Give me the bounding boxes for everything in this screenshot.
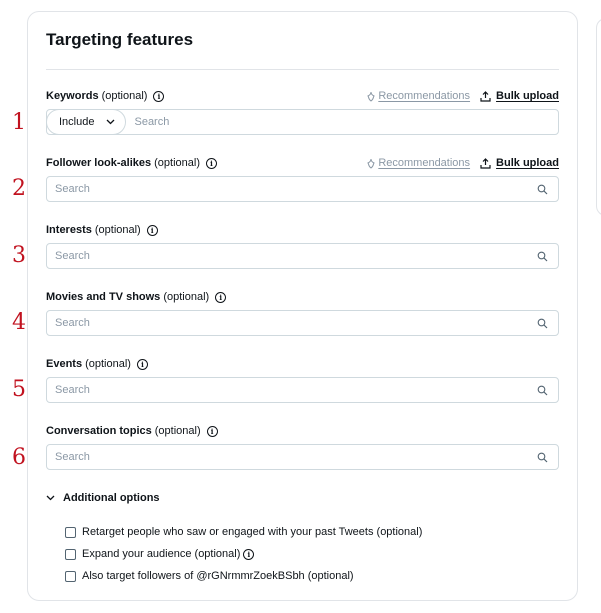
lookalikes-bulk-upload-link[interactable] bbox=[480, 157, 559, 169]
target-followers-checkbox[interactable] bbox=[65, 571, 76, 582]
interests-field bbox=[46, 243, 559, 269]
events-field bbox=[46, 377, 559, 403]
annotation-number-4: 4 bbox=[12, 310, 26, 335]
interests-label-row bbox=[46, 222, 559, 238]
info-icon[interactable]: i bbox=[215, 292, 226, 303]
upload-icon bbox=[480, 91, 491, 102]
include-dropdown-label: Include bbox=[59, 116, 95, 128]
search-icon[interactable] bbox=[537, 251, 548, 262]
annotation-number-3: 3 bbox=[12, 243, 26, 268]
keywords-optional: (optional) bbox=[101, 90, 148, 102]
option-retarget[interactable] bbox=[65, 526, 422, 538]
option-expand-audience[interactable] bbox=[65, 548, 254, 560]
title-divider bbox=[46, 69, 559, 70]
info-icon[interactable]: i bbox=[147, 225, 158, 236]
keywords-label: Keywords bbox=[46, 90, 99, 102]
info-icon[interactable]: i bbox=[137, 359, 148, 370]
info-icon[interactable]: i bbox=[243, 549, 254, 560]
info-icon[interactable]: i bbox=[207, 426, 218, 437]
topics-search-input[interactable] bbox=[47, 445, 537, 469]
events-search-input[interactable] bbox=[47, 378, 537, 402]
annotation-number-1: 1 bbox=[12, 110, 26, 135]
lookalikes-label: Follower look-alikes bbox=[46, 157, 152, 169]
search-icon[interactable] bbox=[537, 385, 548, 396]
lookalikes-recommendations-link[interactable] bbox=[366, 157, 470, 169]
additional-options-label: Additional options bbox=[63, 492, 160, 504]
additional-options-toggle[interactable] bbox=[46, 492, 160, 504]
movies-field bbox=[46, 310, 559, 336]
adjacent-panel bbox=[596, 18, 601, 216]
option-target-followers[interactable] bbox=[65, 570, 354, 582]
upload-icon bbox=[480, 158, 491, 169]
chevron-down-icon bbox=[106, 119, 115, 125]
interests-label: Interests bbox=[46, 224, 92, 236]
topics-field bbox=[46, 444, 559, 470]
lookalikes-search-input[interactable] bbox=[47, 177, 537, 201]
movies-search-input[interactable] bbox=[47, 311, 537, 335]
include-dropdown[interactable] bbox=[46, 109, 126, 135]
info-icon[interactable]: i bbox=[206, 158, 217, 169]
keywords-search-input[interactable] bbox=[126, 110, 558, 134]
topics-label-row bbox=[46, 423, 559, 439]
chevron-down-icon bbox=[46, 495, 55, 501]
keywords-bulk-upload-link[interactable] bbox=[480, 90, 559, 102]
keywords-field bbox=[46, 109, 559, 135]
interests-optional: (optional) bbox=[94, 224, 141, 236]
targeting-features-card bbox=[27, 11, 578, 601]
search-icon[interactable] bbox=[537, 318, 548, 329]
lookalikes-field bbox=[46, 176, 559, 202]
lookalikes-label-row bbox=[46, 155, 559, 171]
topics-label: Conversation topics bbox=[46, 425, 152, 437]
info-icon[interactable]: i bbox=[153, 91, 164, 102]
search-icon[interactable] bbox=[537, 184, 548, 195]
bulk-upload-label: Bulk upload bbox=[496, 90, 559, 102]
events-label-row bbox=[46, 356, 559, 372]
topics-optional: (optional) bbox=[154, 425, 201, 437]
movies-label-row bbox=[46, 289, 559, 305]
retarget-checkbox[interactable] bbox=[65, 527, 76, 538]
retarget-label: Retarget people who saw or engaged with your past Tweets (optional) bbox=[82, 526, 423, 538]
recommendations-label: Recommendations bbox=[378, 157, 471, 169]
keywords-label-row bbox=[46, 88, 559, 104]
lookalikes-optional: (optional) bbox=[154, 157, 200, 169]
annotation-number-2: 2 bbox=[12, 176, 26, 201]
events-optional: (optional) bbox=[85, 358, 131, 370]
target-followers-label: Also target followers of @rGNrmmrZoekBSbh (optional) bbox=[82, 570, 354, 582]
annotation-number-5: 5 bbox=[12, 377, 26, 402]
expand-audience-label: Expand your audience (optional) bbox=[82, 548, 241, 560]
interests-search-input[interactable] bbox=[47, 244, 537, 268]
recommendations-label: Recommendations bbox=[378, 90, 471, 102]
annotation-number-6: 6 bbox=[12, 445, 26, 470]
search-icon[interactable] bbox=[537, 452, 548, 463]
movies-label: Movies and TV shows bbox=[46, 291, 161, 303]
card-title: Targeting features bbox=[46, 30, 194, 49]
bulk-upload-label: Bulk upload bbox=[496, 157, 559, 169]
movies-optional: (optional) bbox=[163, 291, 210, 303]
sparkle-icon bbox=[366, 158, 376, 169]
expand-audience-checkbox[interactable] bbox=[65, 549, 76, 560]
sparkle-icon bbox=[366, 91, 376, 102]
events-label: Events bbox=[46, 358, 83, 370]
keywords-recommendations-link[interactable] bbox=[366, 90, 470, 102]
